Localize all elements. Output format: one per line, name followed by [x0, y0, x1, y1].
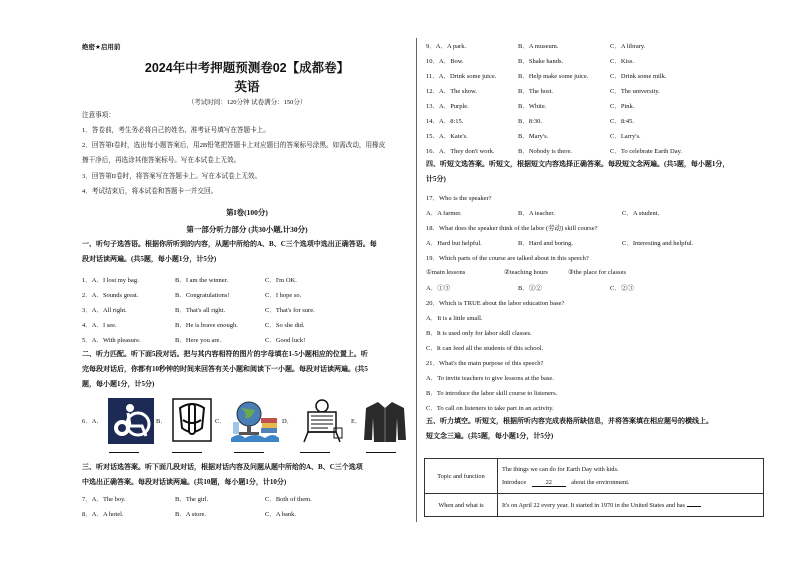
q19-stem: 19．Which parts of the course are talked about in this speech?	[426, 255, 589, 262]
q14-c: C．8:45.	[610, 118, 635, 125]
q2-a: 2．A．Sounds great.	[82, 292, 139, 299]
q4-a: 4．A．I see.	[82, 322, 117, 329]
table-cell	[498, 459, 764, 494]
section5-instruction-line2: 短文念三遍。(共5题，每小题1分，计5分)	[426, 432, 554, 440]
note-2-cont: 擦干净后，再选涂其他答案标号。写在本试卷上无效。	[82, 157, 241, 164]
q5-c: C．Good luck!	[265, 337, 306, 344]
section2-instruction-line2: 完每段对话后，你都有10秒钟的时间来回答有关小题和阅读下一小题。每段对话读两遍。(共5	[82, 365, 368, 373]
listening-heading: 第一部分听力部分 (共30小题,计30分)	[186, 225, 308, 234]
q19-item-3: ③the place for classes	[568, 269, 626, 276]
q7-b: B．The girl.	[175, 496, 209, 503]
q20-a: A．It is a little small.	[426, 315, 483, 322]
notes-title: 注意事项：	[82, 112, 115, 119]
exam-title: 2024年中考押题预测卷02【成都卷】	[144, 61, 350, 75]
table-line-2-suffix: about the environment.	[571, 478, 630, 486]
q17-b: B．A teacher.	[518, 210, 555, 217]
q13-b: B．White.	[518, 103, 547, 110]
q9-b: B．A museum.	[518, 43, 559, 50]
part1-heading: 第I卷(100分)	[226, 208, 268, 217]
answer-blank-22[interactable]: 22	[532, 479, 566, 487]
section5-instruction-line1: 五、听力填空。听短文，根据所听内容完成表格所缺信息，并将答案填在相应题号的横线上。	[426, 417, 713, 425]
q10-a: 10．A．Bow.	[426, 58, 464, 65]
q15-c: C．Larry's.	[610, 133, 641, 140]
section2-instruction-line1: 二、听力匹配。听下面5段对话。把与其内容相符的图片的字母填在1-5小题相应的位置上。听	[82, 350, 368, 358]
q12-a: 12．A．The show.	[426, 88, 477, 95]
section1-instruction-line1: 一、听句子选答语。根据你所听到的内容，从题中所给的A、B、C三个选项中选出正确答语。每	[82, 240, 377, 248]
q15-b: B．Mary's.	[518, 133, 549, 140]
q7-c: C．Both of them.	[265, 496, 312, 503]
globe-books-picture	[229, 398, 281, 444]
table-row2-text: It's on April 22 every year. It started in 1970 in the United States and has	[502, 501, 686, 509]
section4-instruction-line1: 四、听短文选答案。听短文，根据短文内容选择正确答案。每段短文念两遍。(共5题，每小题1分，	[426, 160, 730, 168]
q16-a: 16．A．They don't work.	[426, 148, 495, 155]
q3-c: C．That's for sure.	[265, 307, 315, 314]
q19-a: A．①③	[426, 285, 451, 292]
q13-a: 13．A．Purple.	[426, 103, 469, 110]
pic-answer-blank-a	[109, 452, 139, 453]
q11-b: B．Help make some juice.	[518, 73, 589, 80]
column-divider	[416, 38, 417, 522]
reading-newspaper-picture	[298, 398, 346, 444]
note-4: 4．考试结束后，将本试卷和答题卡一并交回。	[82, 188, 218, 195]
q5-a: 5．A．With pleasure.	[82, 337, 141, 344]
table-row-label: Topic and function	[425, 459, 498, 494]
note-2: 2．回答第I卷时，选出每小题答案后，用2B铅笔把答题卡上对应题目的答案标号涂黑。如需改动，用橡皮	[82, 142, 386, 149]
table-row	[425, 494, 764, 517]
pic-label-e: E．	[351, 418, 362, 425]
q14-b: B．8:30.	[518, 118, 543, 125]
pic-label-b: B．	[156, 418, 167, 425]
q17-stem: 17．Who is the speaker?	[426, 195, 492, 202]
section3-instruction-line1: 三、听对话选答案。听下面几段对话，根据对话内容及问题从题中所给的A、B、C三个选项	[82, 463, 363, 471]
q3-b: B．That's all right.	[175, 307, 226, 314]
q19-c: C．②③	[610, 285, 634, 292]
section1-instruction-line2: 段对话读两遍。(共5题，每小题1分，计5分)	[82, 255, 217, 263]
q8-b: B．A store.	[175, 511, 207, 518]
q21-a: A．To invite teachers to give lessons at the base.	[426, 375, 554, 382]
section2-instruction-line3: 题，每小题1分，计5分)	[82, 380, 155, 388]
table-row	[425, 459, 764, 494]
q10-c: C．Kiss.	[610, 58, 635, 65]
answer-blank-23[interactable]	[687, 506, 701, 507]
q21-b: B．To introduce the labor skill course to listeners.	[426, 390, 558, 397]
q19-b: B．①②	[518, 285, 542, 292]
pic-label-d: D．	[282, 418, 294, 425]
q16-c: C．To celebrate Earth Day.	[610, 148, 683, 155]
quiet-sign-picture	[172, 398, 212, 442]
pic-answer-blank-d	[300, 452, 330, 453]
section4-instruction-line2: 计5分)	[426, 175, 446, 183]
section3-instruction-line2: 中选出正确答案。每段对话读两遍。(共10题，每小题1分，计10分)	[82, 478, 287, 486]
q8-a: 8．A．A hotel.	[82, 511, 124, 518]
q16-b: B．Nobody is there.	[518, 148, 572, 155]
pic-answer-blank-e	[366, 452, 396, 453]
q18-c: C．Interesting and helpful.	[622, 240, 694, 247]
q4-c: C．So she did.	[265, 322, 305, 329]
q18-stem: 18．What does the speaker think of the labor (劳动) skill course?	[426, 225, 598, 232]
q3-a: 3．A．All right.	[82, 307, 127, 314]
q17-a: A．A farmer.	[426, 210, 462, 217]
q2-c: C．I hope so.	[265, 292, 302, 299]
q1-b: B．I am the winner.	[175, 277, 229, 284]
pic-label-a: 6．A．	[82, 418, 103, 425]
exam-info: （考试时间：120分钟 试卷满分：150分）	[187, 99, 307, 106]
q20-c: C．It can feed all the students of this school.	[426, 345, 544, 352]
q2-b: B．Congratulations!	[175, 292, 230, 299]
q21-c: C．To call on listeners to take part in an activity.	[426, 405, 554, 412]
table-line-2	[502, 479, 759, 487]
q11-a: 11．A．Drink some juice.	[426, 73, 497, 80]
exam-subject: 英语	[234, 80, 260, 94]
q19-item-2: ②teaching hours	[504, 269, 548, 276]
q19-item-1: ①main lessons	[426, 269, 466, 276]
q17-c: C．A student.	[622, 210, 660, 217]
pic-answer-blank-c	[234, 452, 264, 453]
q7-a: 7．A．The boy.	[82, 496, 126, 503]
q1-c: C．I'm OK.	[265, 277, 297, 284]
fill-in-table	[424, 458, 764, 517]
note-3: 3．回答第II卷时，将答案写在答题卡上。写在本试卷上无效。	[82, 173, 262, 180]
q20-b: B．It is used only for labor skill classes.	[426, 330, 532, 337]
q14-a: 14．A．8:15.	[426, 118, 464, 125]
q1-a: 1．A．I lost my bag.	[82, 277, 139, 284]
q12-b: B．The host.	[518, 88, 554, 95]
table-line-1: The things we can do for Earth Day with kids.	[502, 465, 619, 473]
q18-b: B．Hard and boring.	[518, 240, 574, 247]
q18-a: A．Hard but helpful.	[426, 240, 482, 247]
q13-c: C．Pink.	[610, 103, 635, 110]
q8-c: C．A bank.	[265, 511, 297, 518]
table-cell	[498, 494, 764, 517]
q20-stem: 20．Which is TRUE about the labor education base?	[426, 300, 565, 307]
q9-a: 9．A．A park.	[426, 43, 467, 50]
table-row-label: When and what is	[425, 494, 498, 517]
table-line-2-prefix: Introduce	[502, 478, 527, 486]
q12-c: C．The university.	[610, 88, 660, 95]
q11-c: C．Drink some milk.	[610, 73, 667, 80]
secret-mark: 绝密★启用前	[82, 44, 121, 51]
pic-label-c: C．	[215, 418, 226, 425]
pic-answer-blank-b	[172, 452, 202, 453]
q10-b: B．Shake hands.	[518, 58, 564, 65]
q5-b: B．Here you are.	[175, 337, 222, 344]
q9-c: C．A library.	[610, 43, 646, 50]
wheelchair-picture	[108, 398, 154, 444]
q4-b: B．He is brave enough.	[175, 322, 238, 329]
q15-a: 15．A．Kate's.	[426, 133, 468, 140]
jacket-picture	[362, 400, 408, 444]
q21-stem: 21．What's the main purpose of this speech?	[426, 360, 544, 367]
note-1: 1．答卷前，考生务必将自己的姓名、准考证号填写在答题卡上。	[82, 127, 270, 134]
